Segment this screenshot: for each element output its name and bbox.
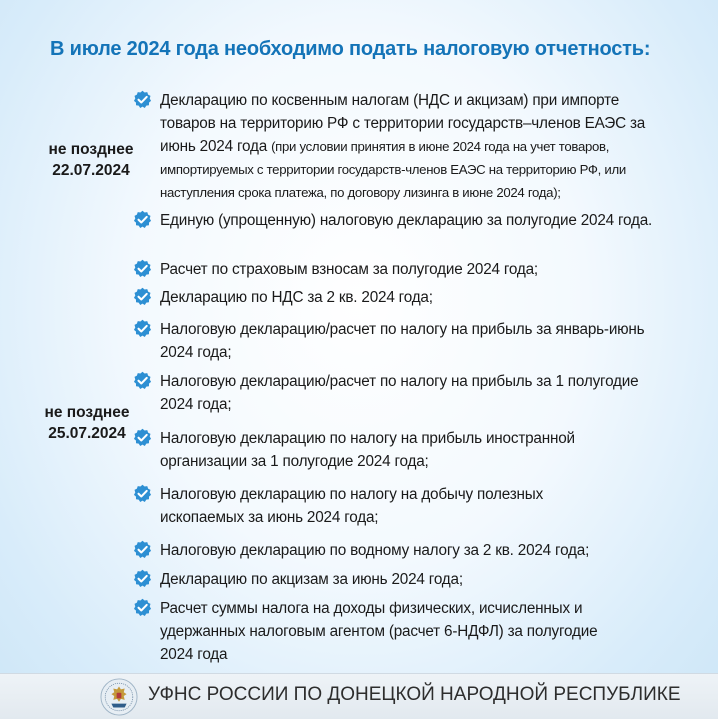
list-item	[133, 318, 713, 364]
deadline-1	[42, 139, 140, 181]
check-badge-icon	[133, 569, 152, 588]
list-item	[133, 483, 713, 529]
list-item	[133, 597, 713, 666]
check-badge-icon	[133, 210, 152, 229]
deadline-2-label: не позднее	[44, 404, 130, 421]
list-item	[133, 258, 713, 281]
item-line: июнь 2024 года	[160, 138, 272, 155]
item-line: Расчет по страховым взносам за полугодие 2024 года;	[160, 261, 538, 278]
check-badge-icon	[133, 287, 152, 306]
item-line: организации за 1 полугодие 2024 года;	[160, 453, 429, 470]
item-line: 2024 года	[160, 646, 228, 663]
check-badge-icon	[133, 319, 152, 338]
item-line: Единую (упрощенную) налоговую декларацию за полугодие 2024 года.	[160, 212, 653, 229]
fns-emblem-icon	[100, 678, 138, 716]
deadline-2	[38, 402, 136, 444]
list-item	[133, 427, 713, 473]
check-badge-icon	[133, 428, 152, 447]
item-note: наступления срока платежа, по договору лизинга в июне 2024 года);	[160, 185, 561, 200]
item-line: 2024 года;	[160, 396, 232, 413]
item-line: ископаемых за июнь 2024 года;	[160, 509, 379, 526]
item-line: Налоговую декларацию по налогу на добычу полезных	[160, 486, 544, 503]
deadline-1-date: 22.07.2024	[52, 162, 130, 179]
check-badge-icon	[133, 598, 152, 617]
item-line: товаров на территорию РФ с территории государств–членов ЕАЭС за	[160, 115, 646, 132]
item-line: Налоговую декларацию по налогу на прибыль иностранной	[160, 430, 575, 447]
footer-org-name: УФНС РОССИИ ПО ДОНЕЦКОЙ НАРОДНОЙ РЕСПУБЛИКЕ	[148, 684, 681, 705]
item-line: удержанных налоговым агентом (расчет 6-НДФЛ) за полугодие	[160, 623, 598, 640]
item-line: Декларацию по НДС за 2 кв. 2024 года;	[160, 289, 433, 306]
check-badge-icon	[133, 371, 152, 390]
item-line: Налоговую декларацию/расчет по налогу на прибыль за январь-июнь	[160, 321, 645, 338]
footer-bar	[0, 673, 718, 719]
check-badge-icon	[133, 484, 152, 503]
item-note: (при условии принятия в июне 2024 года на учет товаров,	[271, 139, 610, 154]
page-title: В июле 2024 года необходимо подать налоговую отчетность:	[50, 38, 651, 60]
deadline-2-date: 25.07.2024	[48, 425, 126, 442]
list-item	[133, 539, 713, 562]
item-line: Декларацию по акцизам за июнь 2024 года;	[160, 571, 463, 588]
list-item	[133, 89, 713, 204]
check-badge-icon	[133, 540, 152, 559]
item-line: Декларацию по косвенным налогам (НДС и акцизам) при импорте	[160, 92, 620, 109]
item-line: Расчет суммы налога на доходы физических, исчисленных и	[160, 600, 583, 617]
list-item	[133, 209, 713, 232]
list-item	[133, 568, 713, 591]
item-line: Налоговую декларацию по водному налогу за 2 кв. 2024 года;	[160, 542, 590, 559]
list-item	[133, 286, 713, 309]
item-line: 2024 года;	[160, 344, 232, 361]
list-item	[133, 370, 713, 416]
item-note: импортируемых с территории государств-членов ЕАЭС на территорию РФ, или	[160, 162, 626, 177]
item-line: Налоговую декларацию/расчет по налогу на прибыль за 1 полугодие	[160, 373, 639, 390]
deadline-1-label: не позднее	[48, 141, 134, 158]
check-badge-icon	[133, 259, 152, 278]
check-badge-icon	[133, 90, 152, 109]
